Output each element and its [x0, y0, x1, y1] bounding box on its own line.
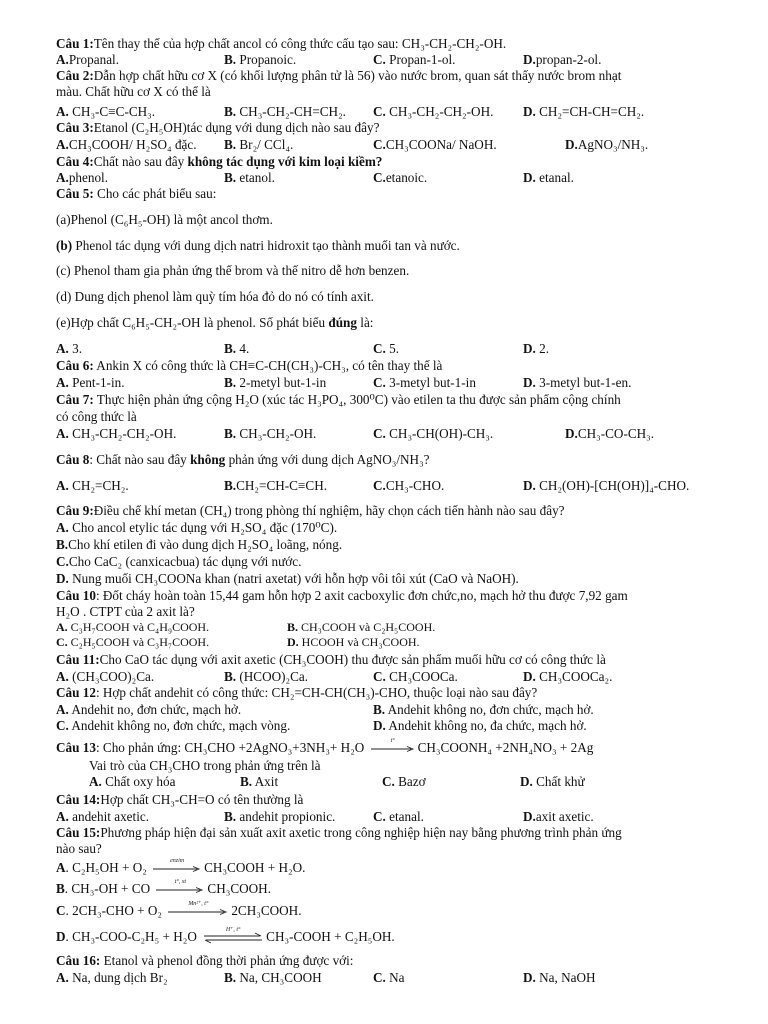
option-c: C. CH₃COOCa. — [373, 669, 458, 684]
option-letter: D. — [523, 341, 536, 356]
question-text: Phương pháp hiện đại sản xuất axit axetic trong công nghiệp hiện nay bằng phương trình phản ứng — [100, 825, 622, 840]
question-label: Câu 11: — [56, 652, 100, 667]
option-a: A. C₃H₇COOH và C₄H₉COOH. — [56, 620, 210, 634]
question-text: Ankin X có công thức là CH≡C-CH(CH₃)-CH₃, có tên thay thế là — [93, 358, 443, 373]
option-d: D. Na, NaOH — [523, 970, 596, 985]
option-d: D. 2. — [523, 341, 550, 356]
equation-left: . 2CH₃-CHO + O₂ — [65, 903, 163, 918]
question-3 — [56, 120, 724, 135]
question-label: Câu 6: — [56, 358, 94, 373]
option-a: A. Pent-1-in. — [56, 375, 125, 390]
question-label: Câu 7: — [56, 392, 94, 407]
question-label: Câu 12 — [56, 685, 96, 700]
statement-text: (e)Hợp chất C₆H₅-CH₂-OH là phenol. Số phát biểu — [56, 315, 329, 330]
reaction-arrow-icon — [153, 857, 201, 874]
statement-d: (d) Dung dịch phenol làm quỳ tím hóa đỏ do nó có tính axit. — [56, 289, 374, 304]
option-letter: A. — [89, 774, 102, 789]
option-d: D. HCOOH và CH₃COOH. — [287, 635, 420, 649]
option-letter: D. — [523, 970, 536, 985]
question-text-cont: Vai trò của CH₃CHO trong phản ứng trên là — [89, 758, 321, 773]
arrow-condition: enzim — [170, 857, 185, 864]
question-label: Câu 3: — [56, 120, 94, 135]
arrow-condition: H⁺, t° — [225, 926, 241, 933]
question-label: Câu 1: — [56, 36, 94, 51]
question-11 — [56, 652, 724, 667]
question-7 — [56, 392, 724, 407]
option-a: A. 3. — [56, 341, 83, 356]
question-label: Câu 8 — [56, 452, 90, 467]
reaction-arrow-icon — [168, 900, 228, 917]
option-label — [56, 929, 66, 944]
option-letter: A. — [56, 137, 69, 152]
option-a: A. Andehit no, đơn chức, mạch hở. — [56, 702, 242, 717]
option-letter: B. — [240, 774, 253, 789]
question-text-emphasis: không — [190, 452, 226, 467]
option-letter: D. — [523, 104, 536, 119]
option-a: A.phenol. — [56, 170, 109, 185]
option-letter: C. — [373, 970, 386, 985]
option-letter: A. — [56, 426, 69, 441]
option-b: B. Na, CH₃COOH — [224, 970, 322, 985]
option-letter: C. — [382, 774, 395, 789]
option-d: D. CH₂=CH-CH=CH₂. — [523, 104, 645, 119]
option-letter: A. — [56, 104, 69, 119]
option-letter: D. — [523, 809, 536, 824]
question-9 — [56, 503, 724, 518]
equation-right: CH₃-COOH + C₂H₅OH. — [266, 929, 395, 944]
option-d: D. CH₃COOCa₂. — [523, 669, 613, 684]
option-a: A. CH₃-CH₂-CH₂-OH. — [56, 426, 177, 441]
option-b: B. CH₃-CH₂-OH. — [224, 426, 317, 441]
option-c: C. 3-metyl but-1-in — [373, 375, 476, 390]
reaction-arrow-icon — [371, 737, 415, 754]
question-5 — [56, 186, 724, 201]
option-letter: C. — [373, 375, 386, 390]
option-c: C.Cho CaC₂ (canxicacbua) tác dụng với nước. — [56, 554, 302, 569]
option-d: D.propan-2-ol. — [523, 52, 602, 67]
option-letter: C. — [373, 478, 386, 493]
statement-e — [56, 315, 724, 330]
option-c: C. Bazơ — [382, 774, 426, 789]
option-c — [56, 900, 724, 918]
option-b: B. Andehit không no, đơn chức, mạch hở. — [373, 702, 594, 717]
option-b: B. CH₃COOH và C₂H₅COOH. — [287, 620, 436, 634]
option-label — [56, 881, 65, 896]
arrow-condition: t°, xt — [174, 878, 187, 885]
option-letter: C. — [56, 718, 69, 733]
question-text: : Cho phản ứng: CH₃CHO +2AgNO₃+3NH₃+ H₂O — [95, 740, 365, 755]
question-label: Câu 2: — [56, 68, 94, 83]
option-b: B. 4. — [224, 341, 250, 356]
option-letter: A. — [56, 52, 69, 67]
option-c: C. Andehit không no, đơn chức, mạch vòng. — [56, 718, 291, 733]
option-letter: B. — [224, 52, 237, 67]
option-b: B. andehit propionic. — [224, 809, 336, 824]
option-c: C. CH₃-CH(OH)-CH₃. — [373, 426, 494, 441]
equilibrium-arrow-icon — [204, 926, 262, 944]
arrow-condition: t° — [390, 737, 395, 744]
question-text: Dẫn hợp chất hữu cơ X (có khối lượng phân tử là 56) vào nước brom, quan sát thấy nước brom nhạt — [93, 68, 622, 83]
option-a: A. CH₃-C≡C-CH₃. — [56, 104, 156, 119]
question-text: Cho các phát biểu sau: — [93, 186, 217, 201]
option-letter: C. — [373, 809, 386, 824]
question-text: : Chất nào sau đây — [89, 452, 191, 467]
question-15 — [56, 825, 724, 840]
option-b: B. etanol. — [224, 170, 275, 185]
question-12 — [56, 685, 724, 700]
option-letter: B. — [224, 170, 237, 185]
option-letter: A. — [56, 809, 69, 824]
option-letter: B. — [224, 104, 237, 119]
option-d: D.CH₃-CO-CH₃. — [565, 426, 655, 441]
option-c: C. 5. — [373, 341, 400, 356]
option-label — [56, 860, 66, 875]
option-letter: A. — [56, 478, 69, 493]
question-text-cont: màu. Chất hữu cơ X có thể là — [56, 84, 211, 99]
option-d: D. Nung muối CH₃COONa khan (natri axetat) với hỗn hợp vôi tôi xút (CaO và NaOH). — [56, 571, 519, 586]
option-letter: C. — [373, 426, 386, 441]
option-d: D. CH₂(OH)-[CH(OH)]₄-CHO. — [523, 478, 690, 493]
option-letter: A. — [56, 702, 69, 717]
option-letter: D. — [523, 478, 536, 493]
option-d: D. etanal. — [523, 170, 574, 185]
option-d — [56, 926, 724, 944]
question-13 — [56, 737, 724, 755]
option-b: B. Br₂/ CCl₄. — [224, 137, 294, 152]
option-letter: B. — [224, 970, 237, 985]
question-text: Thực hiện phản ứng cộng H₂O (xúc tác H₃PO₄, 300⁰C) vào etilen ta thu được sản phẩm cộng chính — [93, 392, 621, 407]
option-label — [56, 903, 66, 918]
statement-text-end: là: — [356, 315, 374, 330]
question-text-cont: có công thức là — [56, 409, 137, 424]
option-b: B. Axit — [240, 774, 279, 789]
question-text: Hợp chất CH₃-CH=O có tên thường là — [100, 792, 304, 807]
equation-left: . CH₃-COO-C₂H₅ + H₂O — [65, 929, 197, 944]
option-letter: C. — [373, 341, 386, 356]
option-a: A.CH₃COOH/ H₂SO₄ đặc. — [56, 137, 197, 152]
option-a: A. CH₂=CH₂. — [56, 478, 129, 493]
option-letter: A. — [56, 669, 69, 684]
reaction-arrow-icon — [156, 878, 204, 895]
option-letter: B. — [224, 375, 237, 390]
option-letter: D. — [373, 718, 386, 733]
option-letter: D. — [565, 426, 578, 441]
option-letter: A. — [56, 620, 68, 634]
equation-left: . CH₃-OH + CO — [64, 881, 151, 896]
equation-right: CH₃COOH + H₂O. — [204, 860, 306, 875]
option-a: A. Chất oxy hóa — [89, 774, 176, 789]
option-letter: D. — [565, 137, 578, 152]
option-c: C. CH₃-CH₂-CH₂-OH. — [373, 104, 494, 119]
question-2 — [56, 68, 724, 83]
option-b — [56, 878, 724, 896]
option-letter: B. — [224, 341, 237, 356]
option-letter: A — [56, 860, 66, 875]
option-letter: C. — [56, 554, 69, 569]
question-text: Tên thay thế của hợp chất ancol có công thức cấu tạo sau: CH₃-CH₂-CH₂-OH. — [93, 36, 507, 51]
question-text: Etanol và phenol đồng thời phản ứng được với: — [100, 953, 354, 968]
question-label: Câu 4: — [56, 154, 94, 169]
question-label: Câu 15: — [56, 825, 101, 840]
question-label: Câu 14: — [56, 792, 101, 807]
question-4 — [56, 154, 724, 169]
option-c: C. etanal. — [373, 809, 424, 824]
option-c: C. C₂H₅COOH và C₃H₇COOH. — [56, 635, 210, 649]
question-text: Etanol (C₂H₅OH)tác dụng với dung dịch nào sau đây? — [93, 120, 380, 135]
statement-emphasis: đúng — [328, 315, 357, 330]
option-b: B. Propanoic. — [224, 52, 297, 67]
option-letter: D. — [523, 170, 536, 185]
question-8 — [56, 452, 724, 467]
option-letter: B. — [373, 702, 386, 717]
option-c: C.CH₃COONa/ NaOH. — [373, 137, 497, 152]
question-text-end: CH₃COONH₄ +2NH₄NO₃ + 2Ag — [417, 740, 594, 755]
question-14 — [56, 792, 724, 807]
option-letter: B — [56, 881, 65, 896]
question-label: Câu 5: — [56, 186, 94, 201]
option-b: B.CH₂=CH-C≡CH. — [224, 478, 328, 493]
option-a: A. andehit axetic. — [56, 809, 150, 824]
question-text-emphasis: không tác dụng với kim loại kiềm? — [187, 154, 383, 169]
option-letter: D. — [523, 52, 536, 67]
question-text: Chất nào sau đây — [93, 154, 188, 169]
option-d: D.AgNO₃/NH₃. — [565, 137, 649, 152]
option-letter: A. — [56, 341, 69, 356]
option-letter: B. — [287, 620, 299, 634]
option-c: C. Propan-1-ol. — [373, 52, 456, 67]
option-letter: C. — [56, 635, 68, 649]
option-letter: D. — [56, 571, 69, 586]
option-a: A. (CH₃COO)₂Ca. — [56, 669, 155, 684]
option-letter: A. — [56, 520, 69, 535]
statement-label: (b) — [56, 238, 73, 253]
option-c: C.CH₃-CHO. — [373, 478, 445, 493]
option-letter: A. — [56, 375, 69, 390]
option-d: D. 3-metyl but-1-en. — [523, 375, 632, 390]
equation-right: CH₃COOH. — [207, 881, 271, 896]
option-letter: D. — [523, 375, 536, 390]
option-letter: D. — [287, 635, 299, 649]
option-letter: B. — [224, 426, 237, 441]
question-label: Câu 13 — [56, 740, 96, 755]
question-text: Điều chế khí metan (CH₄) trong phòng thí nghiệm, hãy chọn cách tiến hành nào sau đây? — [93, 503, 565, 518]
question-label: Câu 10 — [56, 588, 96, 603]
option-letter: D. — [523, 669, 536, 684]
option-d: D. Andehit không no, đa chức, mạch hở. — [373, 718, 587, 733]
question-10 — [56, 588, 724, 603]
option-c: C.etanoic. — [373, 170, 428, 185]
statement-c: (c) Phenol tham gia phản ứng thế brom và thế nitro dễ hơn benzen. — [56, 263, 410, 278]
option-letter: A. — [56, 170, 69, 185]
option-a: A.Propanal. — [56, 52, 120, 67]
question-text: : Hợp chất andehit có công thức: CH₂=CH-CH(CH₃)-CHO, thuộc loại nào sau đây? — [95, 685, 538, 700]
option-letter: D — [56, 929, 66, 944]
question-label: Câu 16: — [56, 953, 101, 968]
option-b: B. (HCOO)₂Ca. — [224, 669, 309, 684]
statement-text: Phenol tác dụng với dung dịch natri hidroxit tạo thành muối tan và nước. — [72, 238, 460, 253]
question-6 — [56, 358, 724, 373]
option-letter: B. — [224, 809, 237, 824]
option-letter: C — [56, 903, 66, 918]
question-1 — [56, 36, 724, 51]
question-label: Câu 9: — [56, 503, 94, 518]
statement-a: (a)Phenol (C₆H₅-OH) là một ancol thơm. — [56, 212, 273, 227]
option-a — [56, 857, 724, 875]
option-letter: C. — [373, 137, 386, 152]
question-16 — [56, 953, 724, 968]
option-letter: A. — [56, 970, 69, 985]
statement-b — [56, 238, 724, 253]
question-text: Cho CaO tác dụng với axit axetic (CH₃COOH) thu được sản phẩm muối hữu cơ có công thức là — [99, 652, 606, 667]
option-letter: B. — [224, 669, 237, 684]
option-b: B. CH₃-CH₂-CH=CH₂. — [224, 104, 346, 119]
option-letter: C. — [373, 104, 386, 119]
option-a: A. Cho ancol etylic tác dụng với H₂SO₄ đặc (170⁰C). — [56, 520, 338, 535]
question-text-cont: H₂O . CTPT của 2 axit là? — [56, 604, 195, 619]
arrow-condition: Mn²⁺, t° — [188, 900, 209, 907]
option-b: B.Cho khí etilen đi vào dung dịch H₂SO₄ loãng, nóng. — [56, 537, 343, 552]
question-text-end: phản ứng với dung dịch AgNO₃/NH₃? — [225, 452, 430, 467]
option-letter: C. — [373, 52, 386, 67]
option-letter: D. — [520, 774, 533, 789]
equation-right: 2CH₃COOH. — [231, 903, 302, 918]
option-letter: C. — [373, 669, 386, 684]
question-text: : Đốt cháy hoàn toàn 15,44 gam hỗn hợp 2 axit cacboxylic đơn chức,no, mạch hở thu được 7,92 gam — [95, 588, 628, 603]
option-d: D.axit axetic. — [523, 809, 594, 824]
question-text-cont: nào sau? — [56, 841, 102, 856]
option-b: B. 2-metyl but-1-in — [224, 375, 327, 390]
option-letter: C. — [373, 170, 386, 185]
option-c: C. Na — [373, 970, 405, 985]
option-letter: B. — [224, 137, 237, 152]
equation-left: . C₂H₅OH + O₂ — [65, 860, 147, 875]
option-letter: B. — [224, 478, 237, 493]
option-d: D. Chất khử — [520, 774, 585, 789]
option-a: A. Na, dung dịch Br₂ — [56, 970, 168, 985]
option-letter: B. — [56, 537, 69, 552]
